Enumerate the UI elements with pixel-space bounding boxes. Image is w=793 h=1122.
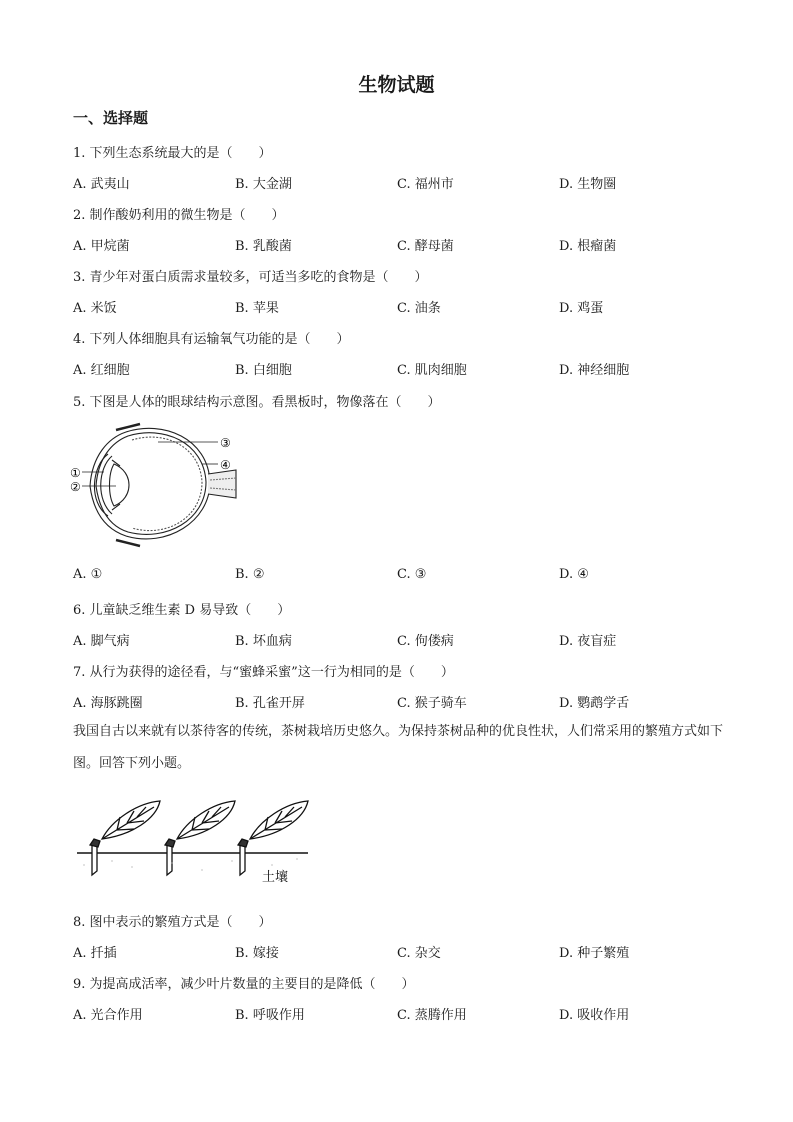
option-a: A. 海豚跳圈	[73, 696, 143, 711]
option-c: C. ③	[397, 567, 427, 582]
page-title: 生物试题	[358, 74, 435, 96]
question-7-options	[73, 692, 733, 712]
option-d: D. 生物圈	[559, 177, 617, 192]
option-c: C. 福州市	[397, 177, 454, 192]
option-b: B. ②	[235, 567, 265, 582]
option-d: D. 夜盲症	[559, 634, 617, 649]
option-c: C. 杂交	[397, 946, 441, 961]
question-8-stem: 8. 图中表示的繁殖方式是（ ）	[73, 915, 272, 930]
option-a: A. 脚气病	[73, 634, 130, 649]
question-5-stem: 5. 下图是人体的眼球结构示意图。看黑板时，物像落在（ ）	[73, 395, 441, 410]
option-d: D. 神经细胞	[559, 363, 630, 378]
cutting-3	[238, 801, 308, 875]
question-4-stem: 4. 下列人体细胞具有运输氧气功能的是（ ）	[73, 332, 350, 347]
question-4-options	[73, 359, 733, 379]
option-d: D. 根瘤菌	[559, 239, 617, 254]
option-b: B. 坏血病	[235, 634, 292, 649]
question-6-options	[73, 630, 733, 650]
option-a: A. 米饭	[73, 301, 117, 316]
cutting-propagation-figure	[72, 795, 322, 890]
question-5-options	[73, 567, 733, 587]
option-a: A. ①	[73, 567, 103, 582]
option-d: D. 鸡蛋	[559, 301, 604, 316]
option-b: B. 嫁接	[235, 946, 279, 961]
option-b: B. 白细胞	[235, 363, 292, 378]
option-c: C. 油条	[397, 301, 441, 316]
reading-passage: 我国自古以来就有以茶待客的传统，茶树栽培历史悠久。为保持茶树品种的优良性状，人们常采用的繁殖方式如下图。回答下列小题。	[73, 724, 724, 771]
option-d: D. 鹦鹉学舌	[559, 696, 630, 711]
eye-label-4: ④	[220, 458, 231, 472]
option-d: D. 种子繁殖	[559, 946, 630, 961]
option-a: A. 光合作用	[73, 1008, 143, 1023]
option-c: C. 佝偻病	[397, 634, 454, 649]
question-9-stem: 9. 为提高成活率，减少叶片数量的主要目的是降低（ ）	[73, 977, 415, 992]
question-7-stem: 7. 从行为获得的途径看，与“蜜蜂采蜜”这一行为相同的是（ ）	[73, 665, 454, 680]
question-1-stem: 1. 下列生态系统最大的是（ ）	[73, 146, 272, 161]
option-a: A. 红细胞	[73, 363, 130, 378]
question-3-options	[73, 297, 733, 317]
option-b: B. 大金湖	[235, 177, 292, 192]
option-c: C. 肌肉细胞	[397, 363, 467, 378]
question-6-stem: 6. 儿童缺乏维生素 D 易导致（ ）	[73, 603, 291, 618]
option-b: B. 呼吸作用	[235, 1008, 305, 1023]
eye-label-1: ①	[70, 466, 81, 480]
cutting-2	[165, 801, 235, 875]
eye-label-3: ③	[220, 436, 231, 450]
option-a: A. 扦插	[73, 946, 117, 961]
option-d: D. 吸收作用	[559, 1008, 630, 1023]
question-3-stem: 3. 青少年对蛋白质需求量较多，可适当多吃的食物是（ ）	[73, 270, 428, 285]
option-a: A. 武夷山	[73, 177, 130, 192]
section-heading: 一、选择题	[73, 109, 149, 127]
cutting-1	[90, 801, 160, 875]
soil-label: 土壤	[262, 870, 289, 885]
eye-label-2: ②	[70, 480, 81, 494]
option-b: B. 苹果	[235, 301, 279, 316]
question-2-stem: 2. 制作酸奶利用的微生物是（ ）	[73, 208, 285, 223]
option-b: B. 乳酸菌	[235, 239, 292, 254]
option-c: C. 猴子骑车	[397, 696, 467, 711]
question-8-options	[73, 942, 733, 962]
option-c: C. 酵母菌	[397, 239, 454, 254]
option-d: D. ④	[559, 567, 589, 582]
eye-diagram-figure	[68, 420, 248, 550]
option-c: C. 蒸腾作用	[397, 1008, 467, 1023]
question-2-options	[73, 235, 733, 255]
question-1-options	[73, 173, 733, 193]
option-b: B. 孔雀开屏	[235, 696, 305, 711]
option-a: A. 甲烷菌	[73, 239, 130, 254]
question-9-options	[73, 1004, 733, 1024]
